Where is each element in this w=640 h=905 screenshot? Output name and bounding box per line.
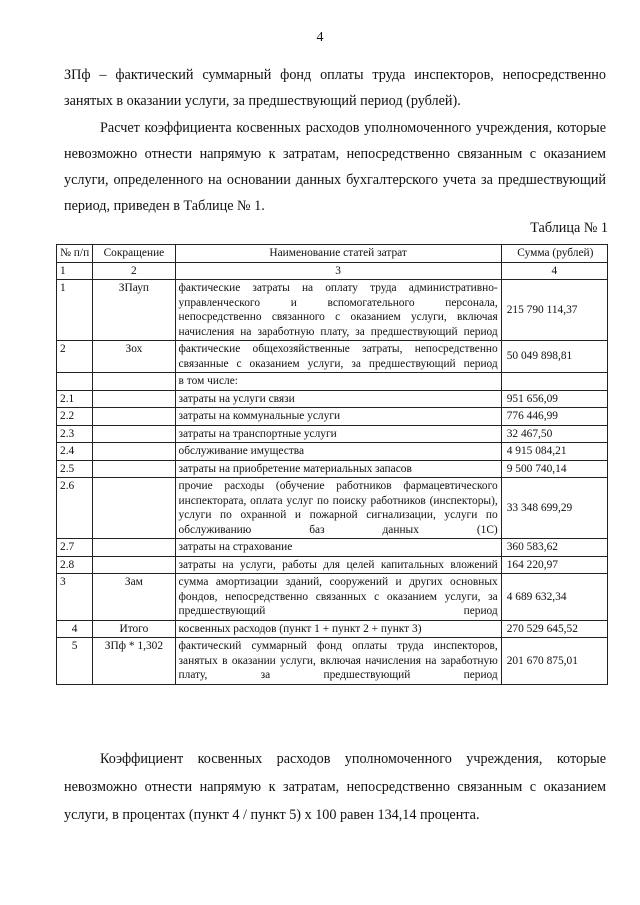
- row-name: обслуживание имущества: [175, 443, 501, 461]
- table-row: [57, 425, 608, 443]
- row-name: прочие расходы (обучение работников фармацевтического инспектората, оплата услуг по поиску работников (инспекторы), услуги по охранной и пожарной сигнализации, услуги по обслуживанию баз данных (1С): [175, 478, 501, 539]
- table-header-row: [57, 245, 608, 263]
- row-sum: 50 049 898,81: [501, 341, 607, 373]
- row-sum: [501, 373, 607, 391]
- row-abbr: ЗПауп: [93, 280, 175, 341]
- table-row: [57, 638, 608, 685]
- row-name: фактические затраты на оплату труда административно-управленческого и вспомогательного персонала, непосредственно связанного с оказанием услуги, включая начисления на заработную плату, за предшествующий период: [175, 280, 501, 341]
- row-name: затраты на приобретение материальных запасов: [175, 460, 501, 478]
- row-sum: 4 915 084,21: [501, 443, 607, 461]
- row-sum: 201 670 875,01: [501, 638, 607, 685]
- row-abbr: ЗПф * 1,302: [93, 638, 175, 685]
- cost-table: [56, 244, 608, 685]
- row-num: 4: [57, 620, 93, 638]
- row-name: косвенных расходов (пункт 1 + пункт 2 + пункт 3): [175, 620, 501, 638]
- table-caption: Таблица № 1: [530, 220, 608, 236]
- row-name: затраты на транспортные услуги: [175, 425, 501, 443]
- row-sum: 951 656,09: [501, 390, 607, 408]
- row-abbr: [93, 373, 175, 391]
- row-num: 2.6: [57, 478, 93, 539]
- header-sum: Сумма (рублей): [501, 245, 607, 263]
- table-row: [57, 478, 608, 539]
- table-row: [57, 460, 608, 478]
- row-num: 2.4: [57, 443, 93, 461]
- index-cell: 2: [93, 262, 175, 280]
- row-num: [57, 373, 93, 391]
- definition-paragraph: ЗПф – фактический суммарный фонд оплаты труда инспекторов, непосредственно занятых в оказании услуги, за предшествующий период (рублей).: [64, 67, 606, 109]
- row-abbr: [93, 425, 175, 443]
- table-row: [57, 280, 608, 341]
- row-name: фактический суммарный фонд оплаты труда инспекторов, занятых в оказании услуги, включая начисления на заработную плату, за предшествующий период: [175, 638, 501, 685]
- row-name: затраты на услуги, работы для целей капитальных вложений: [175, 556, 501, 574]
- row-num: 1: [57, 280, 93, 341]
- row-abbr: Зох: [93, 341, 175, 373]
- conclusion-paragraph: Коэффициент косвенных расходов уполномоченного учреждения, которые невозможно отнести напрямую к затратам, непосредственно связанным с оказанием услуги, в процентах (пункт 4 / пункт 5) х 100 равен 134,14 процента.: [64, 751, 606, 823]
- row-name: сумма амортизации зданий, сооружений и других основных фондов, непосредственно связанных с оказанием услуги, за предшествующий период: [175, 574, 501, 621]
- row-abbr: Итого: [93, 620, 175, 638]
- row-sum: 33 348 699,29: [501, 478, 607, 539]
- table-row: [57, 341, 608, 373]
- calculation-paragraph: Расчет коэффициента косвенных расходов уполномоченного учреждения, которые невозможно отнести напрямую к затратам, непосредственно связанным с оказанием услуги, определенного на основании данных бухгалтерского учета за предшествующий период, приведен в Таблице № 1.: [64, 120, 606, 214]
- row-abbr: Зам: [93, 574, 175, 621]
- page-number: 4: [316, 30, 324, 45]
- table-row: [57, 556, 608, 574]
- row-sum: 164 220,97: [501, 556, 607, 574]
- row-num: 2.5: [57, 460, 93, 478]
- row-num: 2.1: [57, 390, 93, 408]
- row-sum: 4 689 632,34: [501, 574, 607, 621]
- index-cell: 1: [57, 262, 93, 280]
- row-sum: 32 467,50: [501, 425, 607, 443]
- row-abbr: [93, 408, 175, 426]
- row-num: 2: [57, 341, 93, 373]
- header-num: № п/п: [57, 245, 93, 263]
- row-sum: 9 500 740,14: [501, 460, 607, 478]
- row-num: 5: [57, 638, 93, 685]
- row-abbr: [93, 539, 175, 557]
- row-num: 2.3: [57, 425, 93, 443]
- row-sum: 776 446,99: [501, 408, 607, 426]
- row-name: затраты на коммунальные услуги: [175, 408, 501, 426]
- table-row: [57, 574, 608, 621]
- row-num: 3: [57, 574, 93, 621]
- table-row: [57, 539, 608, 557]
- row-name: затраты на страхование: [175, 539, 501, 557]
- index-cell: 4: [501, 262, 607, 280]
- row-sum: 270 529 645,52: [501, 620, 607, 638]
- row-name: затраты на услуги связи: [175, 390, 501, 408]
- row-name: фактические общехозяйственные затраты, непосредственно связанные с оказанием услуги, за предшествующий период: [175, 341, 501, 373]
- row-abbr: [93, 460, 175, 478]
- row-abbr: [93, 478, 175, 539]
- table-index-row: [57, 262, 608, 280]
- row-abbr: [93, 443, 175, 461]
- row-sum: 215 790 114,37: [501, 280, 607, 341]
- row-name: в том числе:: [175, 373, 501, 391]
- row-abbr: [93, 390, 175, 408]
- row-abbr: [93, 556, 175, 574]
- row-num: 2.7: [57, 539, 93, 557]
- row-sum: 360 583,62: [501, 539, 607, 557]
- row-num: 2.8: [57, 556, 93, 574]
- row-num: 2.2: [57, 408, 93, 426]
- table-row: [57, 620, 608, 638]
- table-row: [57, 408, 608, 426]
- index-cell: 3: [175, 262, 501, 280]
- header-name: Наименование статей затрат: [175, 245, 501, 263]
- table-row: [57, 373, 608, 391]
- header-abbr: Сокращение: [93, 245, 175, 263]
- table-row: [57, 443, 608, 461]
- table-row: [57, 390, 608, 408]
